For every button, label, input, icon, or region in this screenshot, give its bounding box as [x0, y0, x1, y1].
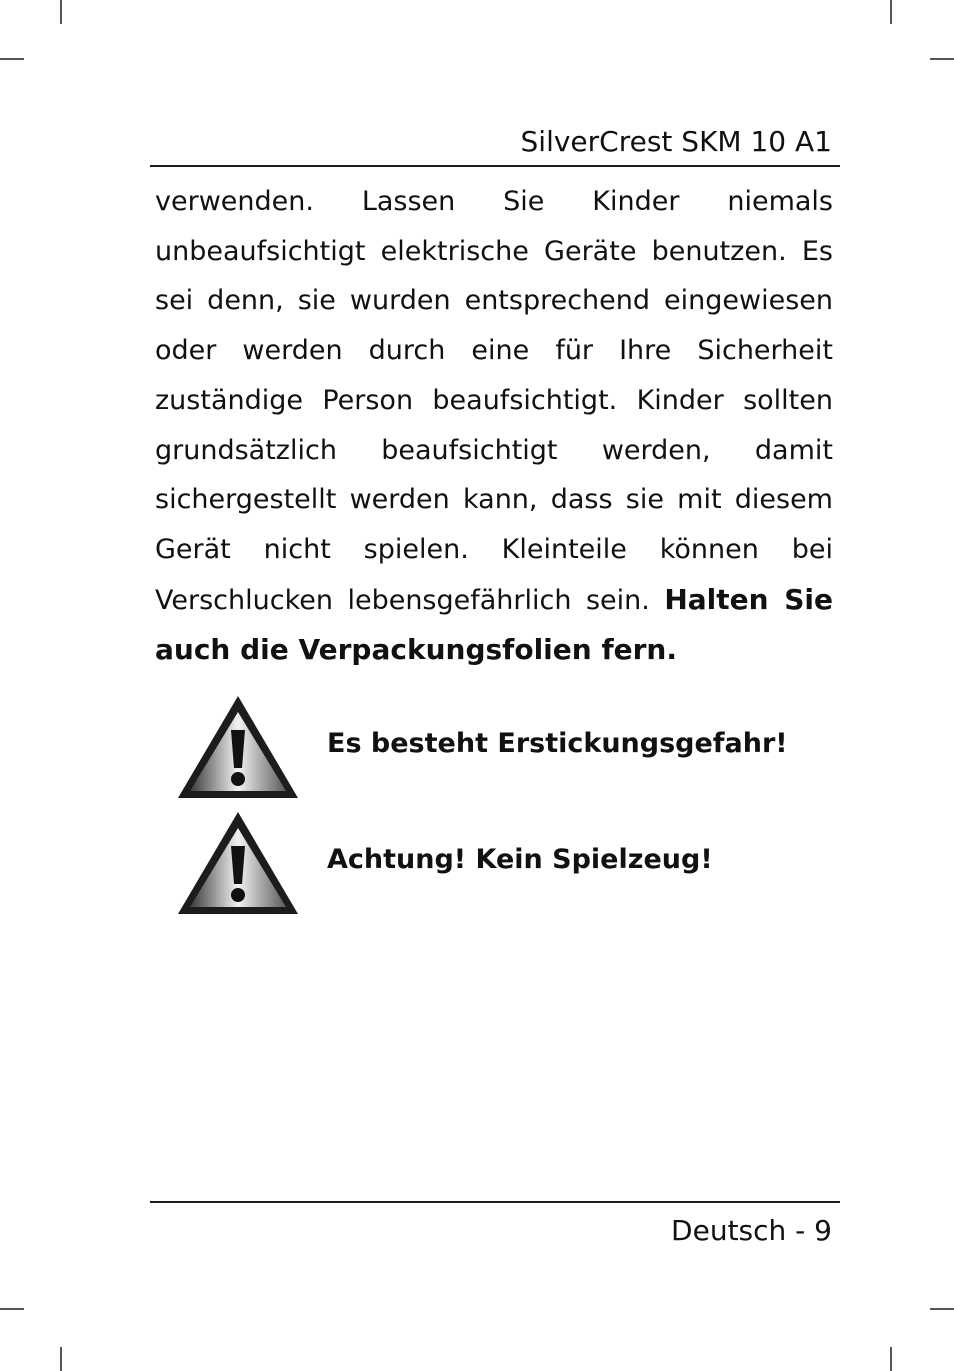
body-paragraph-text: verwenden. Lassen Sie Kinder niemals unbeaufsichtigt elektrische Geräte benutzen. Es sei denn, sie wurden entsprechend eingewiesen oder werden durch eine für Ihre Sicherheit zuständige Person beaufsichtigt. Kinder sollten grundsätzlich beaufsichtigt werden, damit sichergestellt werden kann, dass sie mit diesem Gerät nicht spielen. Kleinteile können bei Verschlucken lebensgefährlich sein.: [155, 186, 833, 616]
crop-mark: [0, 1308, 24, 1310]
page-header-title: SilverCrest SKM 10 A1: [520, 125, 832, 158]
crop-mark: [60, 0, 62, 24]
warning-text: Achtung! Kein Spielzeug!: [327, 844, 713, 875]
warning-triangle-icon: [176, 810, 300, 916]
page-number: Deutsch - 9: [671, 1214, 832, 1247]
warning-text: Es besteht Erstickungsgefahr!: [327, 728, 788, 759]
warning-triangle-icon: [176, 694, 300, 800]
crop-mark: [930, 1308, 954, 1310]
body-bold-sentence: Halten Sie auch die Verpackungsfolien fern.: [155, 582, 833, 667]
crop-mark: [930, 58, 954, 60]
warning-row-2: [176, 810, 836, 916]
header-rule: [150, 165, 840, 167]
warning-row-1: [176, 694, 836, 800]
footer-rule: [150, 1201, 840, 1203]
body-paragraph: [155, 177, 833, 676]
crop-mark: [0, 58, 24, 60]
crop-mark: [890, 0, 892, 24]
crop-mark: [890, 1347, 892, 1371]
crop-mark: [60, 1347, 62, 1371]
